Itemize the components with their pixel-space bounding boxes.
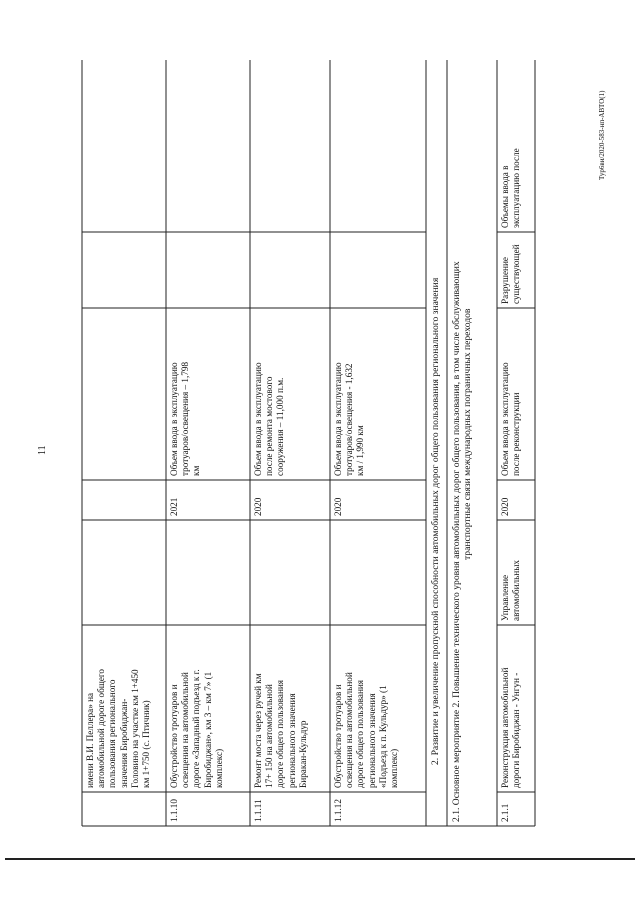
row-1-1-11-name: Ремонт моста через ручей км 17+ 150 на автомобильной дороге общего пользования регионального значения Биракан-Кульдур — [253, 673, 308, 788]
bottom-rule — [5, 858, 635, 860]
page-number: 11 — [37, 445, 48, 455]
row-1-1-11-number: 1.1.11 — [253, 799, 263, 822]
section-2-heading: 2. Развитие и увеличение пропускной способности автомобильных дорог общего пользования регионального значения — [430, 277, 441, 765]
row-1-1-11-result: Объем ввода в эксплуатацию после ремонта мостового сооружения – 11,000 п.м. — [253, 362, 286, 476]
row-2-1-1-consequence: Разрушение существующей — [500, 244, 522, 304]
footer-document-code: Тур6ви/2020-583-нп-АВТО(1) — [598, 90, 606, 180]
row-2-1-1-result: Объем ввода в эксплуатацию после реконструкции — [500, 362, 522, 476]
row-1-1-12-year: 2020 — [333, 497, 343, 516]
row-1-1-10-number: 1.1.10 — [169, 799, 179, 822]
row-continuation-name: имени В.И. Пеллера» на автомобильной дороге общего пользования регионального значения Биробиджан- Головино на участке км 1+450 км 1+750 (с. Птичник) — [85, 668, 152, 788]
row-2-1-1-number: 2.1.1 — [500, 803, 510, 822]
measure-2-1-heading: 2.1. Основное мероприятие 2. Повышение технического уровня автомобильных дорог общего пользования, в том числе обслуживающих транспортные связи международных пограничных переходов — [451, 261, 474, 822]
row-1-1-11-year: 2020 — [253, 497, 263, 516]
row-2-1-1-indicator: Объемы ввода в эксплуатацию после — [500, 148, 522, 228]
row-1-1-10-name: Обустройство тротуаров и освещения на автомобильной дороге «Западный подъезд к г. Биробиджан», км 3 – км 7» (1 комплекс) — [169, 669, 224, 788]
row-1-1-10-result: Объем ввода в эксплуатацию тротуаров/освещения – 1,798 км — [169, 361, 202, 476]
row-2-1-1-year: 2020 — [500, 497, 510, 516]
row-1-1-12-result: Объем ввода в эксплуатацию тротуаров/освещения - 1,632 км / 1,990 км — [333, 362, 366, 476]
row-1-1-12-name: Обустройство тротуаров и освещения на автомобильной дороге общего пользования регионального значения «Подъезд к п. Кульдур» (1 комплекс) — [333, 672, 400, 788]
row-1-1-12-number: 1.1.12 — [333, 799, 343, 822]
row-2-1-1-name: Реконструкция автомобильной дороги Биробиджан - Унгун - — [500, 667, 522, 788]
row-2-1-1-responsible: Управление автомобильных — [500, 560, 522, 621]
row-1-1-10-year: 2021 — [169, 497, 179, 516]
